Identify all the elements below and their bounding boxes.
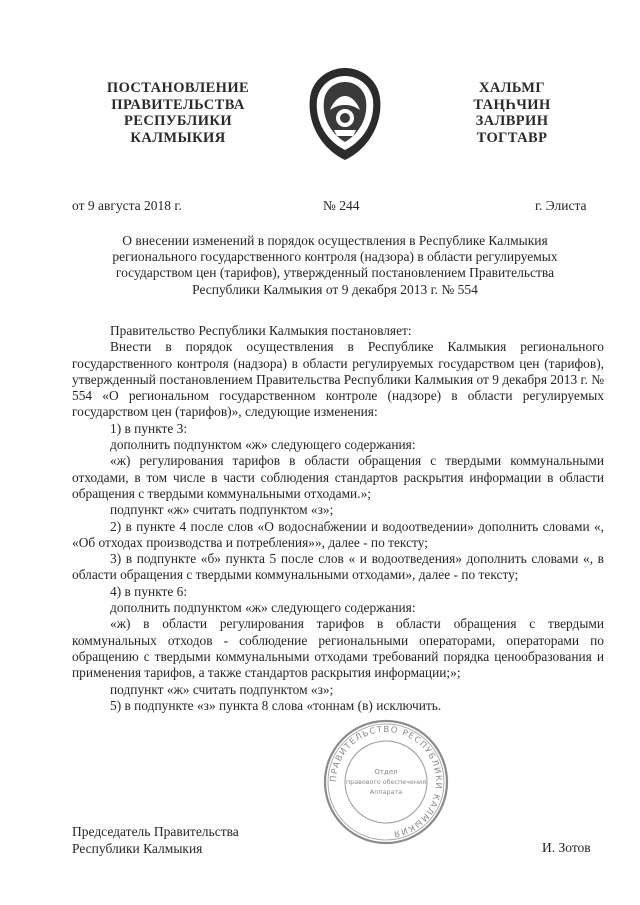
- issuer-title-kalmyk: [452, 80, 572, 146]
- official-seal-stamp: [322, 718, 450, 846]
- body-paragraph: Внести в порядок осуществления в Республике Калмыкия регионального государственного контроля (надзора) в области регулируемых государством цен (тарифов), утвержденный постановлением Правительства Республики Калмыкия от 9 декабря 2013 г. № 554 «О региональном государственном контроле (надзоре) в области регулируемых государством цен (тарифов)», следующие изменения:: [72, 339, 604, 420]
- body-paragraph: 2) в пункте 4 после слов «О водоснабжении и водоотведении» дополнить словами «, «Об отходах производства и потребления»», далее - по тексту;: [72, 518, 604, 550]
- signature-position: [72, 823, 239, 857]
- document-city: г. Элиста: [535, 198, 587, 213]
- body-paragraph: Правительство Республики Калмыкия постановляет:: [110, 323, 412, 338]
- document-body: [72, 323, 604, 714]
- issuer-line: ПОСТАНОВЛЕНИЕ: [106, 80, 250, 96]
- title-line: О внесении изменений в порядок осуществления в Республике Калмыкия: [122, 233, 548, 248]
- body-paragraph: подпункт «ж» считать подпунктом «з»;: [110, 502, 334, 518]
- issuer-line: КАЛМЫКИЯ: [130, 129, 226, 146]
- seal-center-line: правового обеспечения: [345, 778, 427, 786]
- body-paragraph: 1) в пункте 3:: [110, 420, 188, 436]
- signature-position-line: Республики Калмыкия: [72, 841, 203, 856]
- document-number: № 244: [323, 198, 360, 213]
- issuer-line: ЗАЛВРИН: [475, 113, 549, 129]
- seal-ring-text: ПРАВИТЕЛЬСТВО РЕСПУБЛИКИ КАЛМЫКИЯ: [327, 723, 445, 840]
- issuer-line: ХАЛЬМГ: [478, 80, 546, 96]
- body-paragraph: «ж) в области регулирования тарифов в области обращения с твердыми коммунальных отходов - соблюдение региональными операторами, операторами по обращению с твердыми коммунальными отходами требований порядка ценообразования и применения тарифов, а также стандартов раскрытия информации;»;: [72, 616, 604, 681]
- issuer-line: ТАҢҺЧИН: [473, 96, 551, 113]
- body-paragraph: «ж) регулирования тарифов в области обращения с твердыми коммунальными отходами, в том числе в части соблюдения стандартов раскрытия информации в области обращения с твердыми коммунальными отходами.»;: [72, 453, 604, 501]
- seal-center-line: Отдел: [374, 768, 398, 776]
- issuer-line: ТОГТАВР: [476, 129, 548, 146]
- document-title: [70, 233, 600, 298]
- document-date: от 9 августа 2018 г.: [72, 198, 182, 213]
- seal-center-line: Аппарата: [369, 788, 403, 796]
- body-paragraph: 5) в подпункте «з» пункта 8 слова «тоннам (в) исключить.: [110, 697, 442, 713]
- body-paragraph: 3) в подпункте «б» пункта 5 после слов « и водоотведения» дополнить словами «, в области обращения с твердыми коммунальными отходами», далее - по тексту;: [72, 551, 604, 583]
- body-paragraph: дополнить подпунктом «ж» следующего содержания:: [110, 437, 416, 453]
- title-line: регионального государственного контроля (надзора) в области регулируемых: [112, 249, 558, 265]
- signature-position-line: Председатель Правительства: [72, 824, 239, 839]
- coat-of-arms-emblem: [304, 66, 386, 164]
- title-line: государством цен (тарифов), утвержденный постановлением Правительства: [115, 265, 555, 281]
- body-paragraph: дополнить подпунктом «ж» следующего содержания:: [110, 600, 416, 616]
- title-line: Республики Калмыкия от 9 декабря 2013 г. № 554: [192, 281, 478, 297]
- body-paragraph: подпункт «ж» считать подпунктом «з»;: [110, 681, 334, 697]
- body-paragraph: 4) в пункте 6:: [110, 583, 188, 599]
- issuer-line: ПРАВИТЕЛЬСТВА: [111, 96, 245, 113]
- issuer-title-russian: [88, 80, 268, 146]
- issuer-line: РЕСПУБЛИКИ: [123, 113, 233, 129]
- signer-name: И. Зотов: [542, 840, 591, 855]
